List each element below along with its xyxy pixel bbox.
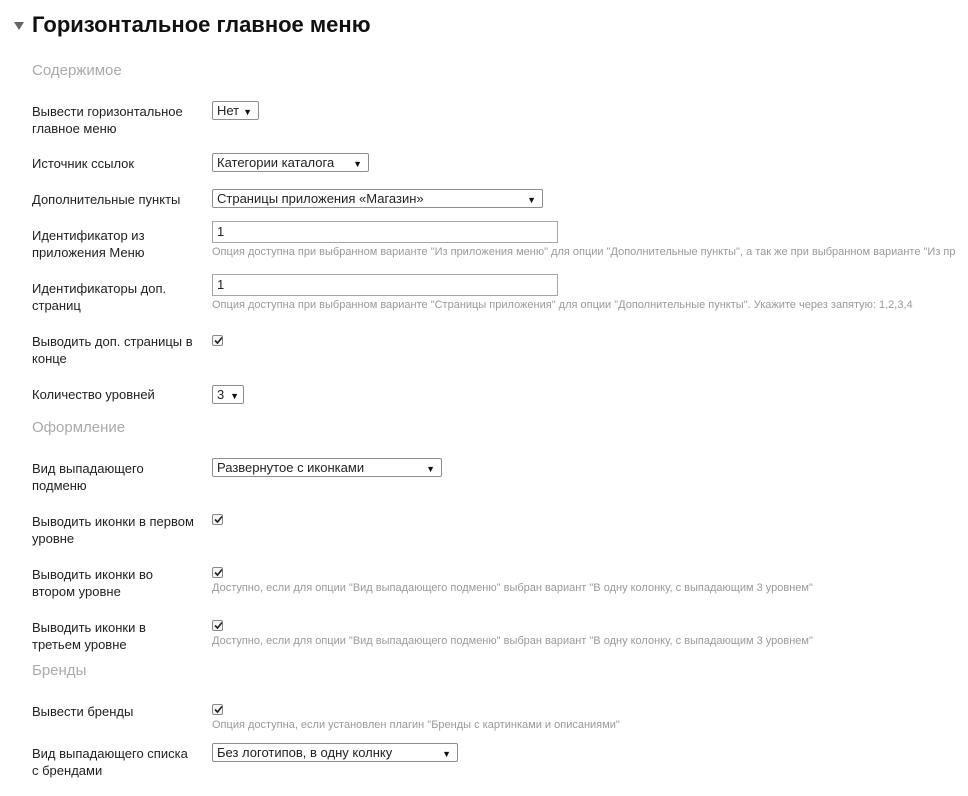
menu-app-id-hint: Опция доступна при выбранном варианте "Из приложения меню" для опции "Дополнительные пункты", а так же при выбранном варианте "Из пр: [212, 246, 956, 258]
caret-down-icon: ▼: [353, 159, 362, 169]
label-extra-pages-ids: Идентификаторы доп. страниц: [32, 281, 167, 313]
icons-level3-hint: Доступно, если для опции "Вид выпадающего подменю" выбран вариант "В одну колонку, с выпадающим 3 уровнем": [212, 635, 813, 647]
caret-down-icon: ▼: [442, 749, 451, 759]
caret-down-icon: ▼: [230, 391, 239, 401]
extra-items-value: Страницы приложения «Магазин»: [217, 191, 424, 206]
extra-pages-ids-input[interactable]: 1: [212, 274, 558, 296]
checkmark-icon: [213, 704, 224, 715]
label-icons-level1: Выводить иконки в первом уровне: [32, 514, 194, 546]
section-title-design: Оформление: [32, 419, 126, 436]
brands-dropdown-select[interactable]: [212, 743, 458, 762]
caret-down-icon: ▼: [243, 107, 252, 117]
section-header[interactable]: [14, 12, 371, 38]
icons-level2-hint: Доступно, если для опции "Вид выпадающего подменю" выбран вариант "В одну колонку, с выпадающим 3 уровнем": [212, 582, 813, 594]
checkmark-icon: [213, 335, 224, 346]
show-menu-select[interactable]: [212, 101, 259, 120]
label-levels: Количество уровней: [32, 387, 155, 402]
show-menu-value: Нет: [217, 103, 240, 118]
icons-level3-checkbox[interactable]: [212, 620, 223, 631]
icons-level2-checkbox[interactable]: [212, 567, 223, 578]
caret-down-icon: ▼: [527, 195, 536, 205]
label-link-source: Источник ссылок: [32, 156, 135, 171]
dropdown-view-select[interactable]: [212, 458, 442, 477]
label-dropdown-view: Вид выпадающего подменю: [32, 461, 144, 493]
label-brands-dropdown: Вид выпадающего списка с брендами: [32, 746, 188, 778]
show-brands-hint: Опция доступна, если установлен плагин "Бренды с картинками и описаниями": [212, 719, 620, 731]
section-title-brands: Бренды: [32, 662, 87, 679]
icons-level1-checkbox[interactable]: [212, 514, 223, 525]
section-title-content: Содержимое: [32, 62, 122, 79]
label-icons-level3: Выводить иконки в третьем уровне: [32, 620, 146, 652]
menu-app-id-input[interactable]: 1: [212, 221, 558, 243]
label-show-brands: Вывести бренды: [32, 704, 134, 719]
checkmark-icon: [213, 514, 224, 525]
link-source-value: Категории каталога: [217, 155, 335, 170]
label-icons-level2: Выводить иконки во втором уровне: [32, 567, 153, 599]
levels-value: 3: [217, 387, 225, 402]
levels-select[interactable]: [212, 385, 244, 404]
label-menu-app-id: Идентификатор из приложения Меню: [32, 228, 145, 260]
dropdown-view-value: Развернутое с иконками: [217, 460, 365, 475]
label-extra-items: Дополнительные пункты: [32, 192, 181, 207]
extra-items-select[interactable]: [212, 189, 543, 208]
extra-pages-ids-hint: Опция доступна при выбранном варианте "Страницы приложения" для опции "Дополнительные пункты". Укажите через запятую: 1,2,3,4: [212, 299, 913, 311]
caret-down-icon: ▼: [426, 464, 435, 474]
page-title: Горизонтальное главное меню: [32, 12, 371, 37]
checkmark-icon: [213, 567, 224, 578]
label-show-menu: Вывести горизонтальное главное меню: [32, 104, 183, 136]
label-extra-pages-end: Выводить доп. страницы в конце: [32, 334, 193, 366]
link-source-select[interactable]: [212, 153, 369, 172]
triangle-down-icon[interactable]: [14, 22, 24, 30]
extra-pages-end-checkbox[interactable]: [212, 335, 223, 346]
show-brands-checkbox[interactable]: [212, 704, 223, 715]
brands-dropdown-value: Без логотипов, в одну колнку: [217, 745, 393, 760]
checkmark-icon: [213, 620, 224, 631]
